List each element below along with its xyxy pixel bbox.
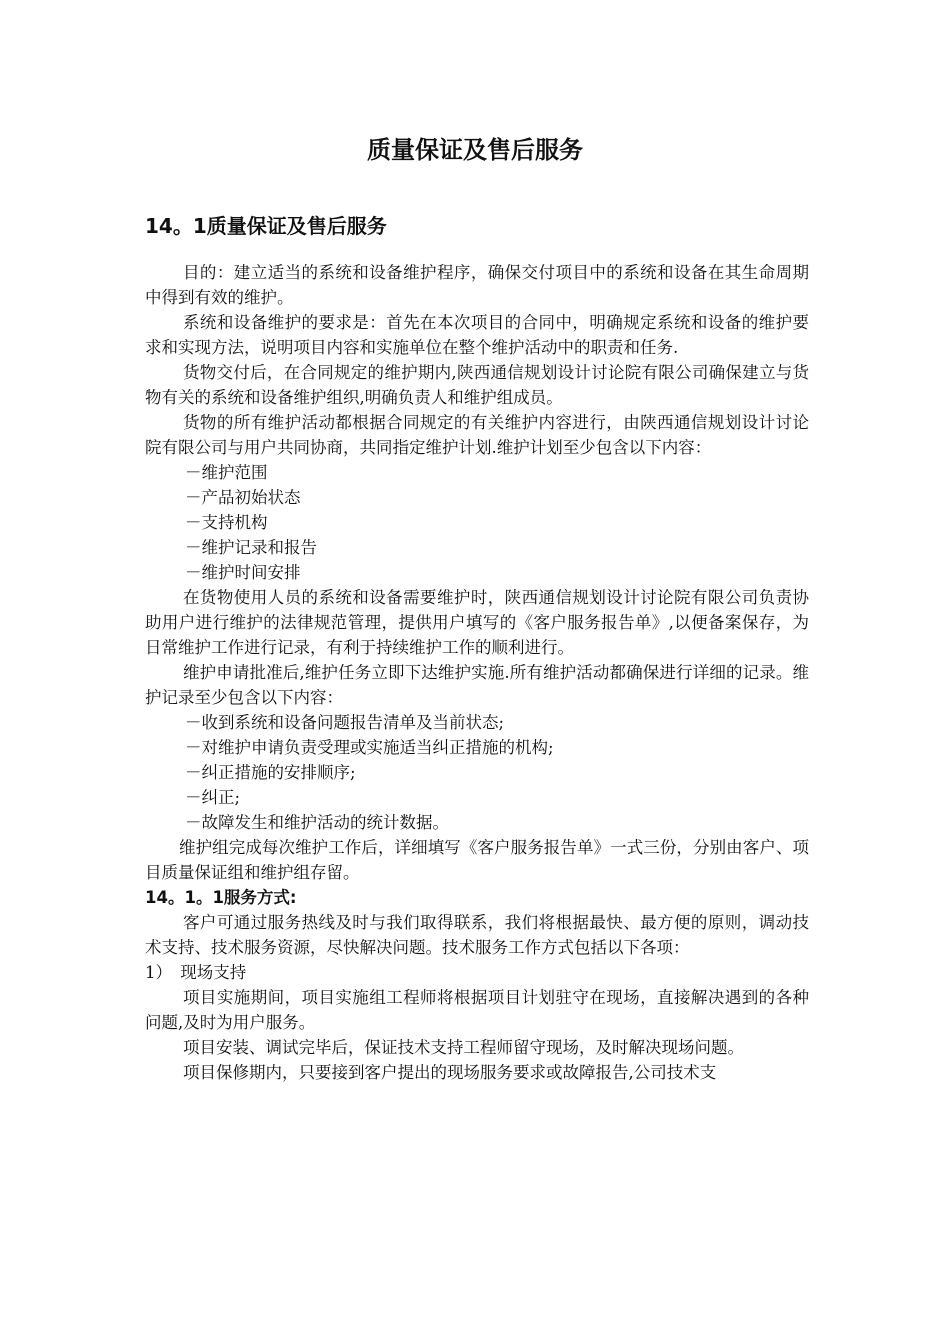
- list-item: －纠正措施的安排顺序;: [185, 763, 356, 782]
- paragraph-warranty: 项目保修期内，只要接到客户提出的现场服务要求或故障报告,公司技术支: [183, 1063, 717, 1082]
- list-item: －支持机构: [185, 513, 268, 532]
- section-heading: 14。1质量保证及售后服务: [145, 214, 387, 238]
- list-item: －维护时间安排: [185, 563, 301, 582]
- paragraph-onsite-after-install: 项目安装、调试完毕后，保证技术支持工程师留守现场，及时解决现场问题。: [183, 1038, 744, 1057]
- numbered-item: 1） 现场支持: [145, 963, 247, 982]
- document-title: 质量保证及售后服务: [367, 136, 583, 164]
- paragraph-user-maintenance: 在货物使用人员的系统和设备需要维护时，陕西通信规划设计讨论院有限公司负责协助用户进行维护的法律规范管理，提供用户填写的《客户服务报告单》,以便备案保存，为日常维护工作进行记录，有利于持续维护工作的顺利进行。: [145, 588, 809, 657]
- paragraph-purpose: 目的：建立适当的系统和设备维护程序，确保交付项目中的系统和设备在其生命周期中得到有效的维护。: [145, 263, 809, 307]
- document-body: [145, 260, 809, 1085]
- paragraph-report-form: 维护组完成每次维护工作后，详细填写《客户服务报告单》一式三份，分别由客户、项目质量保证组和维护组存留。: [145, 838, 809, 882]
- list-item: －产品初始状态: [185, 488, 301, 507]
- list-item: －收到系统和设备问题报告清单及当前状态;: [185, 713, 505, 732]
- list-item: －纠正;: [185, 788, 241, 807]
- paragraph-maintenance-records: 维护申请批准后,维护任务立即下达维护实施.所有维护活动都确保进行详细的记录。维护记录至少包含以下内容：: [145, 663, 809, 707]
- subsection-heading: 14。1。1服务方式:: [145, 888, 297, 907]
- paragraph-requirements: 系统和设备维护的要求是：首先在本次项目的合同中，明确规定系统和设备的维护要求和实现方法，说明项目内容和实施单位在整个维护活动中的职责和任务.: [145, 313, 809, 357]
- list-item: －对维护申请负责受理或实施适当纠正措施的机构;: [185, 738, 554, 757]
- list-item: －故障发生和维护活动的统计数据。: [185, 813, 449, 832]
- paragraph-maintenance-plan: 货物的所有维护活动都根据合同规定的有关维护内容进行，由陕西通信规划设计讨论院有限公司与用户共同协商，共同指定维护计划.维护计划至少包含以下内容：: [145, 413, 809, 457]
- list-item: －维护范围: [185, 463, 268, 482]
- paragraph-onsite-implementation: 项目实施期间，项目实施组工程师将根据项目计划驻守在现场，直接解决遇到的各种问题,及时为用户服务。: [145, 988, 809, 1032]
- paragraph-service-methods: 客户可通过服务热线及时与我们取得联系，我们将根据最快、最方便的原则，调动技术支持、技术服务资源，尽快解决问题。技术服务工作方式包括以下各项：: [145, 913, 809, 957]
- list-item: －维护记录和报告: [185, 538, 317, 557]
- paragraph-delivery: 货物交付后，在合同规定的维护期内,陕西通信规划设计讨论院有限公司确保建立与货物有关的系统和设备维护组织,明确负责人和维护组成员。: [145, 363, 809, 407]
